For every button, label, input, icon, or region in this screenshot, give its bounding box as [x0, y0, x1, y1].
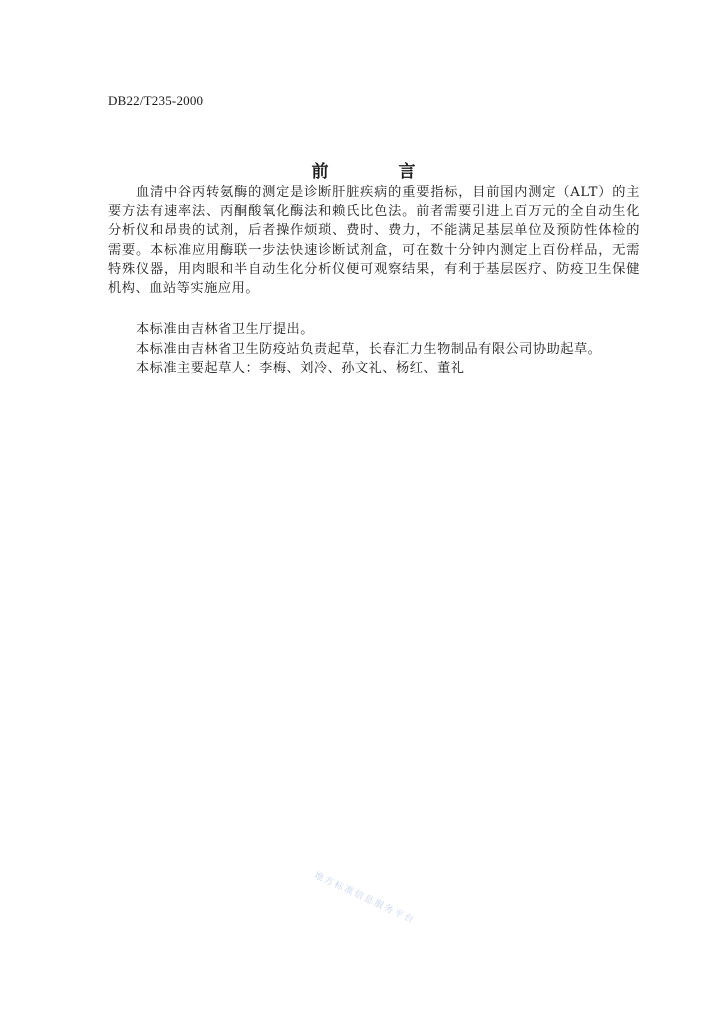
page-title — [0, 157, 727, 182]
watermark: 地方标准信息服务平台 — [312, 870, 417, 927]
statement-drafting-unit: 本标准由吉林省卫生防疫站负责起草，长春汇力生物制品有限公司协助起草。 — [136, 341, 602, 357]
document-code: DB22/T235-2000 — [108, 93, 204, 108]
statement-drafters: 本标准主要起草人：李梅、刘冷、孙文礼、杨红、董礼 — [136, 361, 465, 376]
title-char-1: 前 — [311, 162, 329, 182]
standard-statements — [108, 320, 648, 379]
statement-proposer: 本标准由吉林省卫生厅提出。 — [136, 322, 314, 337]
title-char-2: 言 — [398, 162, 416, 182]
preface-paragraph: 血清中谷丙转氨酶的测定是诊断肝脏疾病的重要指标，目前国内测定（ALT）的主要方法有速率法、丙酮酸氧化酶法和赖氏比色法。前者需要引进上百万元的全自动生化分析仪和昂贵的试剂，后者操作烦琐、费时、费力，不能满足基层单位及预防性体检的需要。本标准应用酶联一步法快速诊断试剂盒，可在数十分钟内测定上百份样品，无需特殊仪器，用肉眼和半自动生化分析仪便可观察结果，有利于基层医疗、防疫卫生保健机构、血站等实施应用。 — [108, 185, 640, 297]
